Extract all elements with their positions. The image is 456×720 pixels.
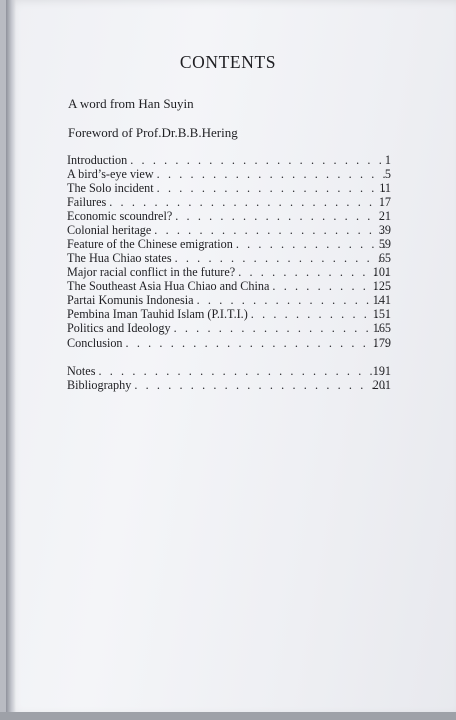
page-number: 59 [378,237,391,251]
chapter-title-text: Conclusion [67,336,123,350]
chapter-title [67,307,389,322]
page-number: 179 [372,336,391,350]
chapter-title-text: The Southeast Asia Hua Chiao and China [67,279,270,293]
chapter-title [67,181,389,196]
chapter-title [67,251,389,266]
front-matter-han-suyin: A word from Han Suyin [68,96,194,111]
page-bottom-edge [0,712,456,720]
page-number: 1 [384,153,391,167]
chapter-title-text: Major racial conflict in the future? [67,265,236,279]
chapter-title-text: Pembina Iman Tauhid Islam (P.I.T.I.) [67,307,248,321]
page-number: 21 [378,209,391,223]
chapter-title-text: Notes [67,364,96,378]
chapter-title-text: Politics and Ideology [67,321,171,335]
chapter-title [67,293,389,308]
page-number: 141 [372,293,391,307]
page-number: 17 [378,195,391,209]
chapter-title [67,209,389,224]
chapter-title [67,378,389,393]
chapter-title-text: Failures [67,195,107,209]
page-number: 201 [372,378,391,392]
chapter-title-text: Colonial heritage [67,223,152,237]
chapter-title [67,153,389,168]
book-spine-shadow [6,0,16,716]
page-number: 101 [372,265,391,279]
chapter-title [67,167,389,182]
chapter-title-text: The Hua Chiao states [67,251,172,265]
page-number: 39 [378,223,391,237]
page-number: 5 [384,167,391,181]
chapter-title-text: Feature of the Chinese emigration [67,237,233,251]
contents-heading: CONTENTS [179,52,277,72]
chapter-title-text: The Solo incident [67,181,154,195]
page-number: 191 [372,364,391,378]
chapter-title-text: Economic scoundrel? [67,209,173,223]
chapter-title [67,364,389,379]
page-number: 165 [372,321,391,335]
chapter-title-text: Introduction [67,153,128,167]
page-number: 125 [372,279,391,293]
page-number: 65 [378,251,391,265]
page-number: 11 [379,181,391,195]
chapter-title [67,265,389,280]
chapter-title-text: Bibliography [67,378,132,392]
chapter-title-text: A bird’s-eye view [67,167,154,181]
front-matter-foreword: Foreword of Prof.Dr.B.B.Hering [68,125,238,140]
page-number: 151 [372,307,391,321]
chapter-title [67,195,389,210]
chapter-title [67,237,389,252]
chapter-title [67,321,389,336]
chapter-title-text: Partai Komunis Indonesia [67,293,194,307]
chapter-title [67,223,389,238]
chapter-title [67,279,389,294]
chapter-title [67,336,389,351]
